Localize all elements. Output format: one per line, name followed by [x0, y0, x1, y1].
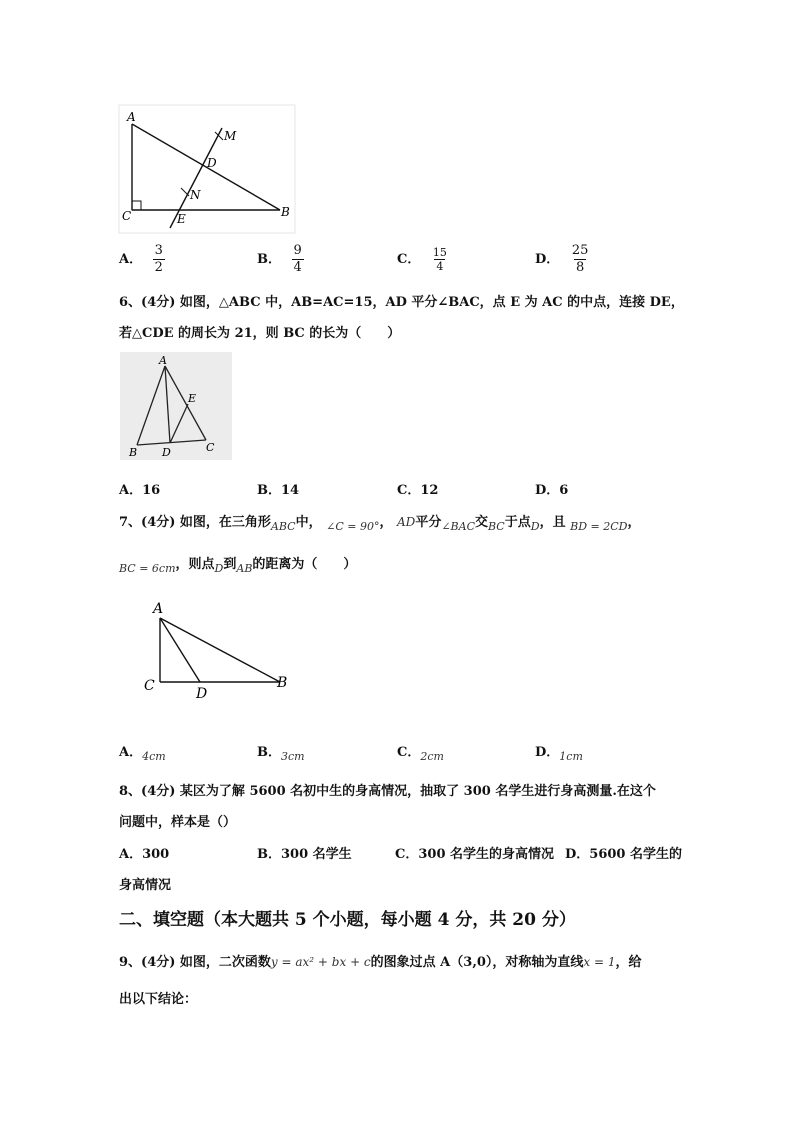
q5-option-b-fraction [292, 243, 304, 276]
q7-label-c: C [144, 678, 155, 694]
q7-option-a-value: 4cm [142, 750, 166, 763]
q7-label-d: D [196, 686, 208, 702]
q7-math-1: ABC [270, 520, 296, 533]
q7-line2-text-1: ，则点 [175, 557, 215, 572]
q7-math-3: AD [397, 515, 416, 529]
q5-option-c-letter: C． [397, 252, 421, 267]
q7-option-d-letter: D． [535, 745, 560, 760]
q7-line2-math-3: AB [236, 562, 253, 575]
q7-option-d-value: 1cm [559, 750, 583, 763]
q5-label-c: C [122, 209, 132, 223]
q5-option-a-letter: A． [119, 252, 143, 267]
q5-option-d-denominator: 8 [575, 260, 585, 275]
q7-option-a[interactable] [119, 741, 166, 763]
q5-option-d-letter: D． [535, 252, 560, 267]
q7-line2-text-3: 的距离为（ ） [252, 557, 357, 572]
q5-label-b: B [281, 205, 290, 219]
q8-option-b[interactable]: B．300 名学生 [257, 847, 352, 862]
q7-option-c[interactable] [397, 741, 444, 763]
q5-option-b-letter: B． [257, 252, 281, 267]
q5-option-d-fraction [570, 243, 591, 276]
q5-option-a-fraction [153, 243, 165, 276]
q7-math-7: BD = 2CD [570, 520, 628, 533]
q5-option-b-denominator: 4 [293, 260, 302, 275]
q8-stem-line2: 问题中，样本是（） [119, 815, 237, 830]
q5-option-a-numerator: 3 [154, 243, 163, 258]
q6-option-b[interactable]: B．14 [257, 483, 300, 498]
q8-option-d[interactable]: D．5600 名学生的 [565, 847, 682, 862]
q6-label-d: D [162, 446, 171, 459]
q5-arc-mark-n [181, 188, 189, 196]
q6-stem-line2: 若△CDE 的周长为 21，则 BC 的长为（ ） [119, 326, 401, 341]
q9-text-1: 9、(4分) 如图，二次函数 [119, 955, 271, 970]
q5-segment-ab [132, 124, 280, 210]
q7-line2-math-2: D [214, 562, 224, 575]
q9-math-1: y = ax² + bx + c [270, 955, 371, 969]
q7-option-a-letter: A． [119, 745, 143, 760]
q9-text-3: ，给 [615, 955, 642, 970]
q7-option-b[interactable] [257, 741, 305, 763]
q5-option-a[interactable] [119, 243, 165, 276]
q5-option-c-denominator: 4 [436, 260, 444, 273]
q5-label-m: M [224, 129, 237, 143]
q9-stem-line1 [119, 951, 642, 970]
q5-option-b[interactable] [257, 243, 304, 276]
q8-stem-line1: 8、(4分) 某区为了解 5600 名初中生的身高情况，抽取了 300 名学生进行身高测量.在这个 [119, 784, 656, 799]
q9-math-2: x = 1 [583, 955, 616, 969]
q7-option-d[interactable] [535, 741, 583, 763]
q7-line2-text-2: 到 [223, 557, 237, 572]
q6-label-c: C [206, 441, 215, 454]
q6-option-d[interactable]: D．6 [535, 483, 569, 498]
q7-text-6: 于点 [504, 515, 531, 530]
q7-text-4: 平分 [415, 515, 442, 530]
q7-line2-math-1: BC = 6cm [119, 562, 176, 575]
q7-text-2: 中， [295, 515, 322, 530]
q7-math-2: ∠C = 90° [326, 520, 380, 533]
q5-right-angle-mark [132, 201, 141, 210]
q5-label-n: N [190, 188, 201, 202]
q7-segment-ad [160, 618, 200, 682]
q5-label-e: E [177, 212, 186, 226]
q5-option-c-fraction [431, 246, 449, 273]
q6-label-a: A [159, 354, 167, 367]
q5-option-c[interactable] [397, 246, 449, 273]
q5-option-b-numerator: 9 [293, 243, 302, 258]
section-heading: 二、填空题（本大题共 5 个小题，每小题 4 分，共 20 分） [119, 910, 576, 930]
q7-stem-line2 [119, 553, 357, 575]
q6-option-a[interactable]: A．16 [119, 483, 161, 498]
q8-option-d-continuation: 身高情况 [119, 878, 172, 893]
q7-option-b-value: 3cm [281, 750, 305, 763]
q6-label-e: E [188, 392, 197, 405]
q7-label-b: B [277, 675, 288, 691]
q9-stem-line2: 出以下结论： [119, 992, 198, 1007]
q7-segment-ab [160, 618, 280, 682]
q8-option-c[interactable]: C．300 名学生的身高情况 [395, 847, 555, 862]
q8-option-a[interactable]: A．300 [119, 847, 170, 862]
q7-text-3: ， [379, 515, 393, 530]
q7-option-c-value: 2cm [420, 750, 444, 763]
q5-label-a: A [127, 110, 136, 124]
q5-option-c-numerator: 15 [432, 246, 447, 259]
q7-option-b-letter: B． [257, 745, 281, 760]
q6-label-b: B [129, 446, 138, 459]
q7-option-c-letter: C． [397, 745, 421, 760]
q6-stem-line1: 6、(4分) 如图，△ABC 中，AB=AC=15，AD 平分∠BAC，点 E 为 AC 的中点，连接 DE， [119, 295, 684, 310]
q5-option-a-denominator: 2 [154, 260, 163, 275]
q7-label-a: A [153, 601, 164, 617]
q7-figure [140, 598, 300, 703]
q7-math-6: D [530, 520, 540, 533]
q7-text-8: ， [627, 515, 641, 530]
q7-text-5: 交 [475, 515, 489, 530]
q6-figure [120, 352, 232, 460]
q5-option-d-numerator: 25 [571, 243, 589, 258]
q7-math-5: BC [488, 520, 505, 533]
q7-stem-line1 [119, 511, 641, 533]
q5-option-d[interactable] [535, 243, 590, 276]
q6-option-c[interactable]: C．12 [397, 483, 439, 498]
q5-label-d: D [207, 156, 217, 170]
q7-math-4: ∠BAC [441, 520, 475, 533]
q5-figure [118, 104, 296, 234]
q9-text-2: 的图象过点 A（3,0），对称轴为直线 [370, 955, 584, 970]
q7-text-7: ，且 [539, 515, 566, 530]
q7-text-1: 7、(4分) 如图，在三角形 [119, 515, 271, 530]
